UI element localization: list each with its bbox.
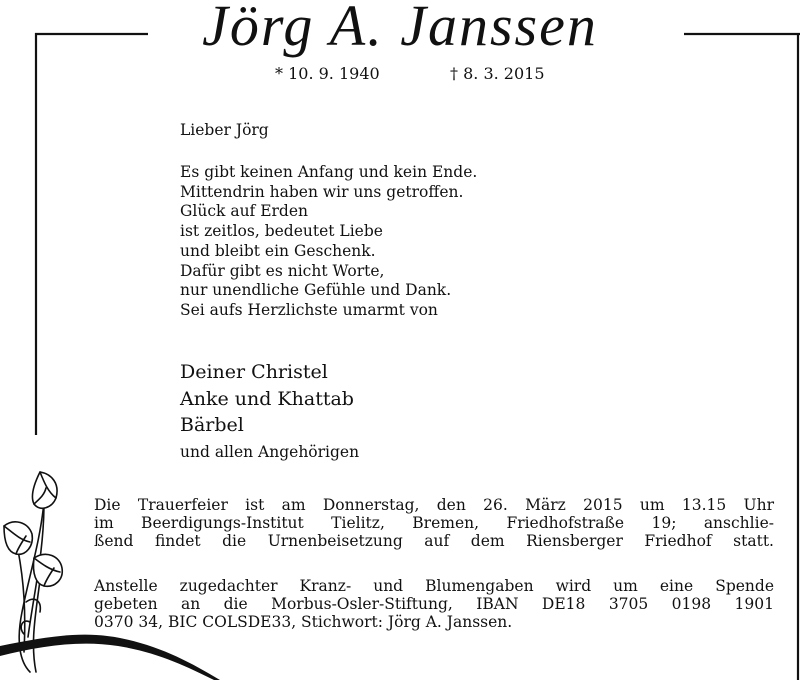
deceased-name: Jörg A. Janssen bbox=[202, 0, 598, 58]
signer-name: Deiner Christel bbox=[180, 361, 328, 383]
funeral-notice-line: Die Trauerfeier ist am Donnerstag, den 26. März 2015 um 13.15 Uhr bbox=[94, 496, 774, 514]
funeral-notice-line: im Beerdigungs-Institut Tielitz, Bremen, Friedhofstraße 19; anschlie- bbox=[94, 514, 774, 533]
poem-line: Glück auf Erden bbox=[180, 202, 309, 221]
signer-name: Bärbel bbox=[180, 414, 244, 436]
funeral-notice bbox=[94, 496, 774, 551]
death-date: † 8. 3. 2015 bbox=[450, 64, 545, 83]
salutation: Lieber Jörg bbox=[180, 121, 269, 139]
donation-notice-line: gebeten an die Morbus-Osler-Stiftung, IBAN DE18 3705 0198 1901 bbox=[94, 595, 774, 614]
poem-line: und bleibt ein Geschenk. bbox=[180, 241, 376, 260]
poem-line: nur unendliche Gefühle und Dank. bbox=[180, 281, 452, 300]
poem-line: Dafür gibt es nicht Worte, bbox=[180, 261, 385, 280]
donation-notice-line: 0370 34, BIC COLSDE33, Stichwort: Jörg A. Janssen. bbox=[94, 613, 513, 632]
poem bbox=[180, 163, 477, 321]
signer-name: Anke und Khattab bbox=[180, 387, 354, 410]
signer-relatives: und allen Angehörigen bbox=[180, 442, 360, 461]
birth-date: * 10. 9. 1940 bbox=[275, 64, 380, 83]
calla-lily-flower-icon bbox=[0, 462, 230, 680]
poem-line: Sei aufs Herzlichste umarmt von bbox=[180, 300, 438, 319]
poem-line: Mittendrin haben wir uns getroffen. bbox=[180, 182, 464, 201]
donation-notice-line: Anstelle zugedachter Kranz- und Blumengaben wird um eine Spende bbox=[94, 577, 774, 595]
poem-line: ist zeitlos, bedeutet Liebe bbox=[180, 222, 383, 241]
donation-notice bbox=[94, 577, 774, 632]
signers bbox=[180, 359, 359, 463]
poem-line: Es gibt keinen Anfang und kein Ende. bbox=[180, 163, 478, 181]
funeral-notice-line: ßend findet die Urnenbeisetzung auf dem Riensberger Friedhof statt. bbox=[94, 532, 774, 551]
